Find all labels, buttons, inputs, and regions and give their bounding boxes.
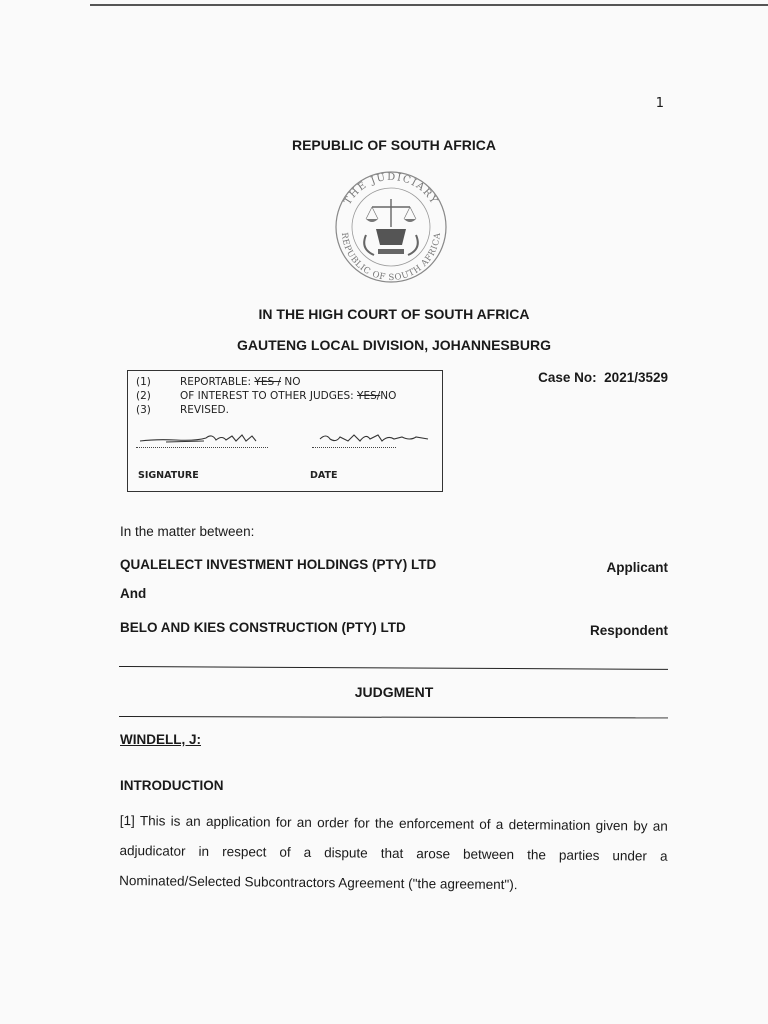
- judge-name: WINDELL, J:: [120, 732, 201, 747]
- signature-line: [136, 447, 268, 448]
- svg-text:REPUBLIC OF SOUTH AFRICA: REPUBLIC OF SOUTH AFRICA: [338, 231, 444, 284]
- row-label: REVISED.: [180, 404, 229, 416]
- judgment-title: JUDGMENT: [354, 684, 434, 700]
- case-number: [538, 370, 668, 385]
- scan-edge-line: [90, 4, 768, 6]
- divider-top: [119, 666, 668, 670]
- case-number-value: 2021/3529: [604, 370, 668, 385]
- respondent-name: BELO AND KIES CONSTRUCTION (PTY) LTD: [120, 620, 406, 635]
- country-heading: REPUBLIC OF SOUTH AFRICA: [291, 137, 497, 153]
- signature-label: SIGNATURE: [138, 470, 199, 481]
- date-label: DATE: [310, 470, 338, 481]
- court-heading: IN THE HIGH COURT OF SOUTH AFRICA: [258, 306, 530, 322]
- paragraph-1: [1] This is an application for an order for the enforcement of a determination given by an adjudicator in respect of a dispute that arose between the parties under a Nominated/Selected Subcontractors Agreement ("the agreement").: [119, 812, 668, 893]
- svg-text:THE JUDICIARY: THE JUDICIARY: [342, 171, 440, 207]
- reportable-row: [136, 375, 300, 389]
- struck-option: YES/: [357, 390, 381, 402]
- division-heading: GAUTENG LOCAL DIVISION, JOHANNESBURG: [237, 337, 551, 353]
- applicant-role: Applicant: [606, 560, 668, 575]
- respondent-role: Respondent: [589, 623, 668, 638]
- matter-intro: In the matter between:: [120, 524, 255, 539]
- judiciary-seal-icon: [326, 165, 456, 285]
- selected-option: NO: [281, 376, 301, 388]
- selected-option: NO: [380, 390, 397, 402]
- applicant-name: QUALELECT INVESTMENT HOLDINGS (PTY) LTD: [120, 557, 437, 572]
- revised-row: [136, 403, 229, 417]
- date-line: [312, 447, 396, 448]
- struck-option: YES /: [254, 376, 281, 388]
- signature-scribble: [136, 429, 271, 447]
- date-scribble: [318, 429, 438, 447]
- section-heading: INTRODUCTION: [120, 778, 224, 793]
- and-conjunction: And: [120, 586, 147, 601]
- interest-row: [136, 389, 396, 403]
- row-number: (1): [136, 376, 151, 388]
- page-number: 1: [655, 96, 664, 111]
- reportable-box: [127, 370, 443, 492]
- row-label: OF INTEREST TO OTHER JUDGES:: [180, 390, 358, 402]
- row-number: (3): [136, 404, 151, 416]
- divider-bottom: [119, 716, 668, 718]
- case-number-label: Case No:: [538, 370, 597, 385]
- row-number: (2): [136, 390, 151, 402]
- row-label: REPORTABLE:: [180, 376, 255, 388]
